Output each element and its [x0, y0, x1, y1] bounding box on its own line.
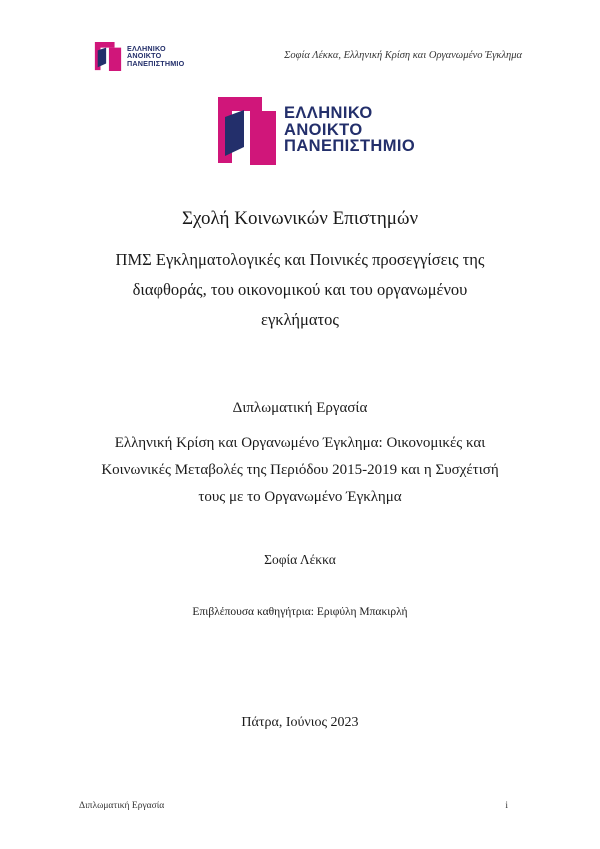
- university-logo-large: [214, 95, 415, 165]
- thesis-type: Διπλωματική Εργασία: [232, 400, 368, 416]
- author-name: Σοφία Λέκκα: [264, 552, 336, 567]
- logo-line: ΑΝΟΙΚΤΟ: [127, 51, 162, 61]
- program-name: [0, 245, 600, 335]
- running-header-title: Σοφία Λέκκα, Ελληνική Κρίση και Οργανωμένο Έγκλημα: [284, 50, 522, 61]
- place-date: Πάτρα, Ιούνιος 2023: [241, 715, 359, 730]
- program-line: ΠΜΣ Εγκληματολογικές και Ποινικές προσεγγίσεις της: [115, 250, 485, 269]
- thesis-title: [0, 430, 600, 511]
- program-line: διαφθοράς, του οικονομικού και του οργανωμένου: [132, 280, 468, 299]
- logo-line: ΕΛΛΗΝΙΚΟ: [127, 43, 166, 53]
- thesis-title-line: τους με το Οργανωμένο Έγκλημα: [198, 489, 402, 505]
- university-logo-mark-icon: [214, 95, 278, 165]
- footer-label: Διπλωματική Εργασία: [79, 801, 165, 811]
- thesis-title-line: Ελληνική Κρίση και Οργανωμένο Έγκλημα: Οικονομικές και: [114, 435, 486, 451]
- school-name: Σχολή Κοινωνικών Επιστημών: [181, 208, 419, 229]
- page-number: i: [505, 801, 508, 811]
- university-logo-mark-icon: [93, 41, 123, 71]
- university-logo-small: [93, 41, 184, 71]
- program-line: εγκλήματος: [261, 310, 339, 329]
- logo-line: ΑΝΟΙΚΤΟ: [284, 120, 363, 139]
- logo-line: ΠΑΝΕΠΙΣΤΗΜΙΟ: [127, 58, 185, 68]
- logo-text-small: [127, 45, 184, 67]
- supervisor: Επιβλέπουσα καθηγήτρια: Εριφύλη Μπακιρλή: [192, 606, 408, 618]
- logo-line: ΕΛΛΗΝΙΚΟ: [284, 103, 373, 122]
- logo-text-large: [284, 105, 415, 155]
- logo-line: ΠΑΝΕΠΙΣΤΗΜΙΟ: [284, 137, 416, 156]
- thesis-title-line: Κοινωνικές Μεταβολές της Περιόδου 2015-2019 και η Συσχέτισή: [101, 462, 499, 478]
